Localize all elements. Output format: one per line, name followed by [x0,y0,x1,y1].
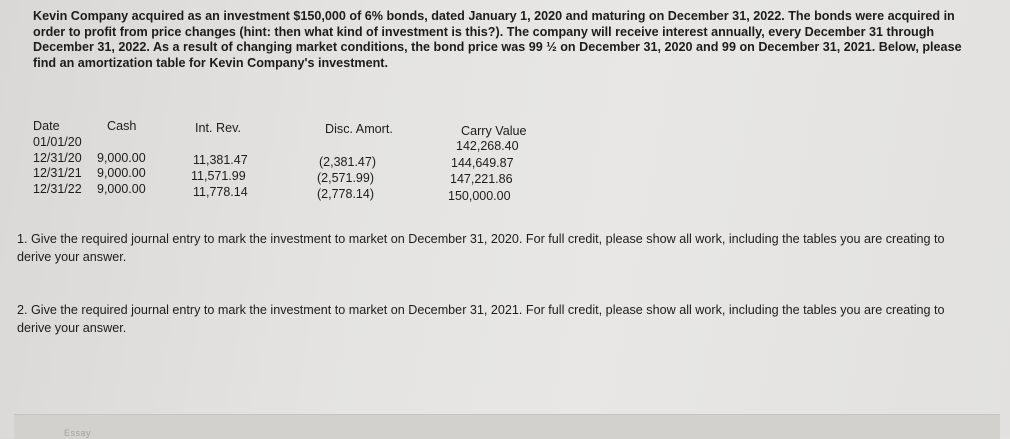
table-cell-int-rev: 11,571.99 [191,169,246,183]
table-cell-carry-value: 147,221.86 [450,172,513,186]
table-cell-date: 12/31/20 [33,151,82,165]
table-cell-cash: 9,000.00 [97,166,146,180]
table-cell-carry-value: 142,268.40 [456,139,519,153]
header-int-rev: Int. Rev. [195,121,241,135]
header-carry-value: Carry Value [461,124,527,138]
table-cell-date: 01/01/20 [33,135,82,149]
problem-statement: Kevin Company acquired as an investment $150,000 of 6% bonds, dated January 1, 2020 and maturing on December 31, 2022. The bonds were acquired in order to profit from price changes (hint: then what kind of investment is this?). The company will receive interest annually, every December 31 through December 31, 2022. As a result of changing market conditions, the bond price was 99 ½ on December 31, 2020 and 99 on December 31, 2021. Below, please find an amortization table for Kevin Company's investment. [33,9,962,70]
table-cell-date: 12/31/22 [33,182,82,196]
table-cell-carry-value: 144,649.87 [451,156,514,170]
essay-answer-area[interactable] [14,414,1000,439]
header-disc-amort: Disc. Amort. [325,122,393,136]
question-1: 1. Give the required journal entry to mark the investment to market on December 31, 2020. For full credit, please show all work, including the tables you are creating to derive your answer. [17,232,945,264]
table-cell-cash: 9,000.00 [97,151,146,165]
table-cell-disc-amort: (2,381.47) [319,155,376,169]
table-cell-disc-amort: (2,778.14) [317,187,374,201]
table-cell-int-rev: 11,778.14 [193,185,248,199]
table-cell-carry-value: 150,000.00 [448,189,511,203]
essay-label: Essay [64,428,92,438]
table-cell-date: 12/31/21 [33,166,82,180]
header-cash: Cash [107,119,137,133]
table-cell-disc-amort: (2,571.99) [317,171,374,185]
table-cell-int-rev: 11,381.47 [193,153,248,167]
table-cell-cash: 9,000.00 [97,182,146,196]
header-date: Date [33,119,60,133]
question-2: 2. Give the required journal entry to mark the investment to market on December 31, 2021. For full credit, please show all work, including the tables you are creating to derive your answer. [17,303,945,335]
